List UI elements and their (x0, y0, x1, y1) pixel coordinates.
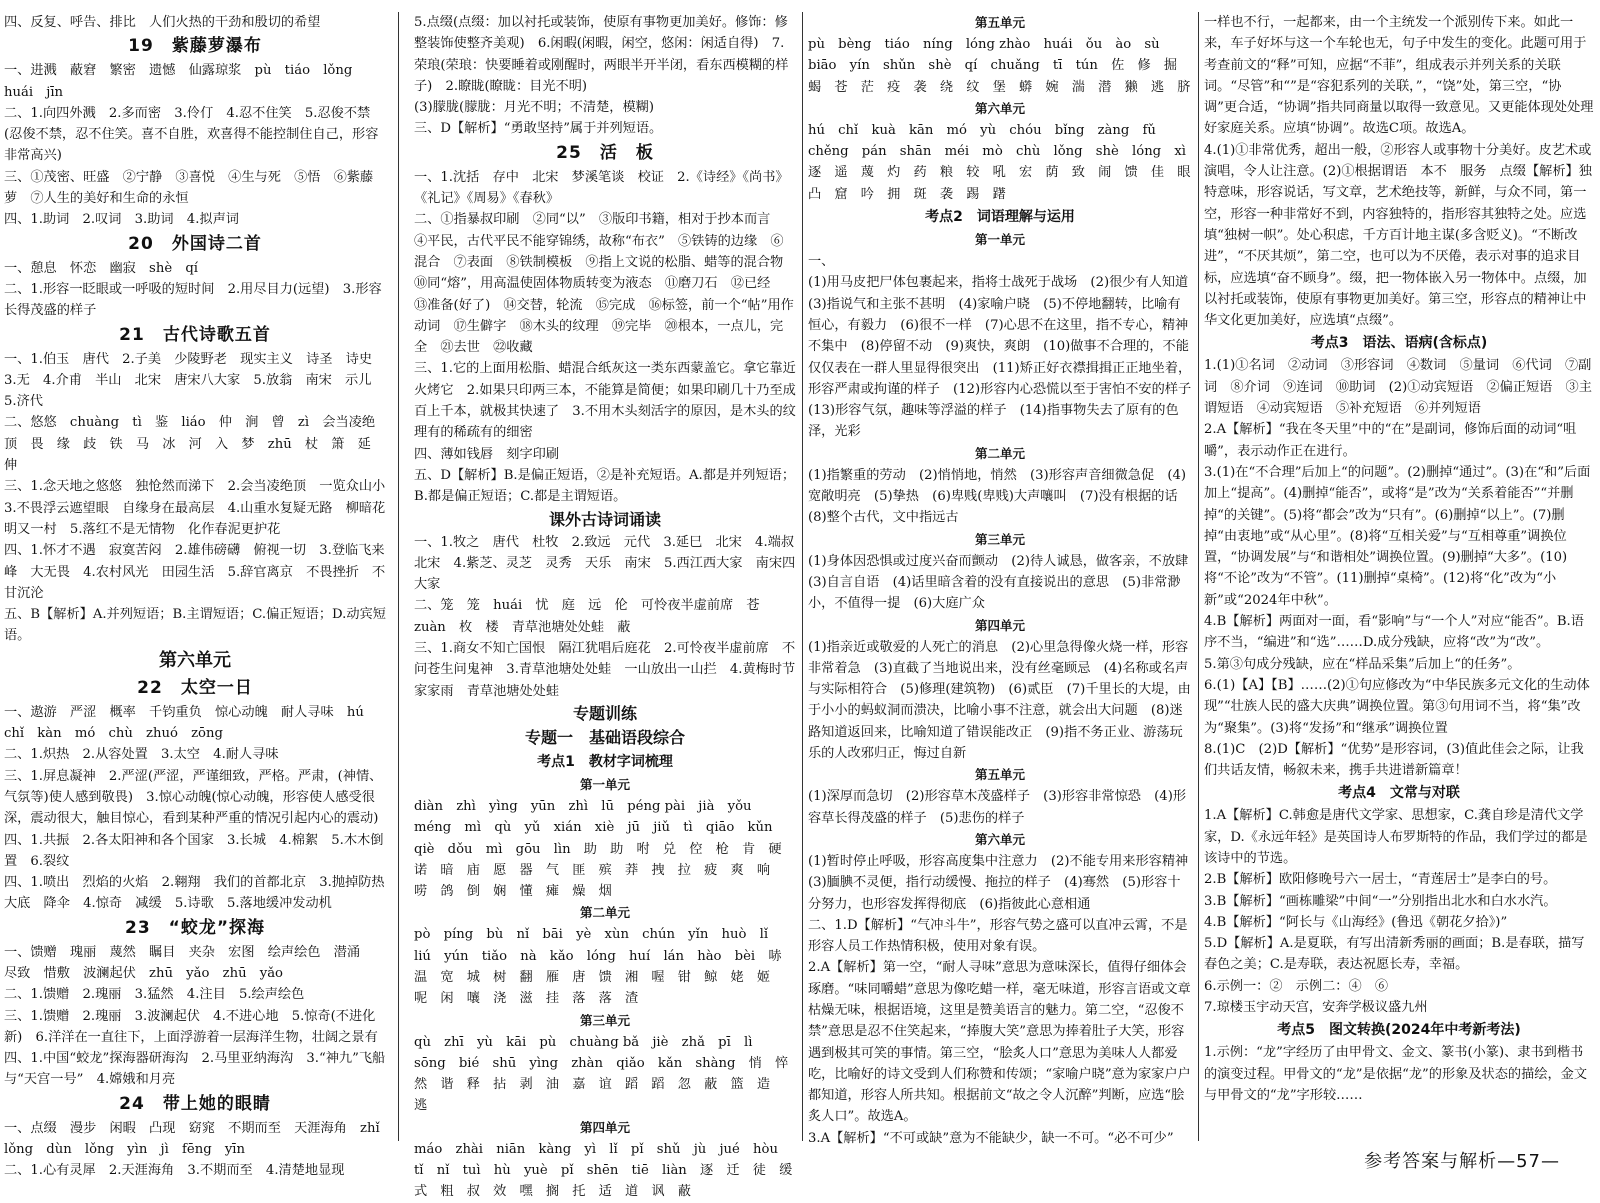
topic-heading: 考点5 图文转换(2024年中考新考法) (1277, 1022, 1521, 1039)
subunit-heading: 第三单元 (974, 531, 1025, 547)
topic-heading: 考点1 教材字词梳理 (537, 753, 673, 770)
answer-line: 7.琼楼玉宇动天宫，安奔学极议盛九州 (1204, 1000, 1428, 1016)
subunit-heading: 第二单元 (974, 445, 1025, 461)
answer-line: 一、1.牧之 唐代 杜牧 2.致远 元代 3.延巳 北宋 4.端叔 北宋 4.紫芝、灵芝 灵秀 天乐 南宋 5.西江西大家 南宋四大家 (414, 534, 808, 593)
answer-line: (1)暂时停止呼吸，形容高度集中注意力 (2)不能专用来形容精神 (3)腼腆不灵便，指行动缓慢、拖拉的样子 (4)骞然 (5)形容十分努力，也形容发挥得彻底 (6)指彼此心意相通 (808, 853, 1202, 912)
answer-column-1 (4, 12, 399, 1179)
subunit-heading: 第四单元 (579, 1119, 630, 1135)
topic-heading: 考点2 词语理解与运用 (925, 209, 1075, 226)
answer-line: 二、①指暴叔印刷 ②同“以” ③版印书籍，相对于抄本而言 ④平民，古代平民不能穿锦绣，故称“布衣” ⑤铁铸的边缘 ⑥混合 ⑦表面 ⑧铁制模板 ⑨指上文说的松脂、蜡等的混合物 ⑩同“熔”，用高温使固体物质转变为液态 ⑪磨刀石 ⑫已经 ⑬准备(好了) ⑭交替，轮流 ⑮完成 ⑯标签，前一个“帖”用作动词 ⑰生僻字 ⑱木头的纹理 ⑲完毕 ⑳根本，一点儿，完全 ㉑去世 ㉒收藏 (414, 212, 797, 356)
subunit-heading: 第五单元 (974, 767, 1025, 783)
unit-heading: 第六单元 (159, 649, 231, 671)
column-divider (802, 12, 803, 1141)
lesson-title: 22 太空一日 (137, 677, 253, 698)
subunit-heading: 第五单元 (974, 15, 1025, 30)
answer-line: 1.A【解析】C.韩愈是唐代文学家、思想家，C.龚自珍是清代文学家，D.《永远年轻》是英国诗人布罗斯特的作品，我们学过的都是该诗中的节选。 (1204, 808, 1588, 866)
answer-line: 2.A【解析】“我在冬天里”中的“在”是副词，修饰后面的动词“咀嚼”，表示动作正在进行。 (1204, 422, 1577, 459)
answer-line: 2.A【解析】第一空，“耐人寻味”意思为意味深长，值得仔细体会琢磨。“味同嚼蜡”意思为像吃蜡一样，毫无味道，形容言语或文章枯燥无味，根据语境，这里是赞美语言的魅力。第二空，“忍俊不禁”意思是忍不住笑起来，“捧腹大笑”意思为捧着肚子大笑，形容遇到极其可笑的事情。第三空，“脍炙人口”意思为美味人人都爱吃，比喻好的诗文受到人们称赞和传颂；“家喻户晓”意为家家户户都知道，形容人所共知。根据前文“故之令人沉醉”判断，应选“脍炙人口”。故选A。 (808, 960, 1191, 1125)
answer-line: 2.B【解析】欧阳修晚号六一居士，“青莲居士”是李白的号。 (1204, 872, 1557, 888)
answer-line: 三、1.它的上面用松脂、蜡混合纸灰这一类东西蒙盖它。拿它靠近火烤它 2.如果只印两三本，不能算是简便；如果印刷几十乃至成百上千本，就极其快速了 3.不用木头刻活字的原因，是木头的纹理有的稀疏有的细密 (414, 361, 796, 441)
answer-line: 8.(1)C (2)D【解析】“优势”是形容词，(3)值此佳会之际，让我们共话友情，畅叙未来，携手共进谱新篇章！ (1204, 741, 1584, 779)
answer-line: 3.(1)在“不合理”后加上“的问题”。(2)删掉“通过”。(3)在“和”后面加上“提高”。(4)删掉“能否”，或将“是”改为“关系着能否”“并删掉“的关键”。(5)将“都会”改为“只有”。(6)删掉“以上”。(7)删掉“由衷地”或“从心里”。(8)将“互相关爱”与“互相尊重”调换位置，“协调发展”与“和谐相处”调换位置。(9)删掉“大多”。(10)将“不论”改为“不管”。(11)删掉“桌椅”。(12)将“化”改为“小新”或“2024年中秋”。 (1204, 464, 1591, 608)
answer-column-4 (1204, 12, 1594, 1137)
answer-line: (1)用马皮把尸体包裹起来，指将士战死于战场 (2)很少有人知道 (3)指说气和主张不甚明 (4)家喻户晓 (5)不停地翻转，比喻有恒心，有毅力 (6)很不一样 (7)心思不在这里，指不专心，精神不集中 (8)停留不动 (9)爽快，爽朗 (10)做事不合理的，不能仅仅表在一群人里显得很突出 (11)矫正好衣襟揖揖正正地坐着，形容严肃或拘谨的样子 (12)形容内心恐慌以至于害怕不安的样子 (13)形容气氛，趣味等浮溢的样子 (14)指事物失去了原有的色泽，光彩 (808, 275, 1205, 440)
lesson-title: 19 紫藤萝瀑布 (128, 36, 262, 57)
answer-line: 三、①茂密、旺盛 ②宁静 ③喜悦 ④生与死 ⑤悟 ⑥紫藤萝 ⑦人生的美好和生命的永恒 (4, 169, 374, 207)
answer-line: hú chǐ kuà kān mó yù chóu bǐng zàng fǔ chěng pán shān méi mò chù lǒng shè lóng xì 逐 遥 蔑 灼 药 粮 较 吼 宏 荫 致 闹 馈 佳 眼 凸 窟 吟 拥 斑 袭 踢 躇 (808, 122, 1204, 202)
answer-line: 一、点缀 漫步 闲暇 凸现 窈窕 不期而至 天涯海角 zhǐ lǒng dùn lǒng yìn jì fēng yīn (4, 1120, 393, 1158)
answer-line: 一、进溅 蔽窘 繁密 遗憾 仙露琼浆 pù tiáo lǒng huái jīn (4, 63, 366, 100)
subunit-heading: 第三单元 (579, 1012, 630, 1028)
answer-line: 四、1.助词 2.叹词 3.助词 4.拟声词 (4, 212, 239, 228)
answer-line: diàn zhì yìng yūn zhì lū péng pài jià yǒu méng mì qù yǔ xián xiè jū jiǔ tì qiāo kǔn qiè dǒu mì gōu lìn 助 助 咐 兑 倥 枪 肯 硬 诺 暗 庙 愿 器 气 匪 殡 莽 拽 拉 疲 爽 响 唠 鸽 倒 娴 懂 瘫 燥 烟 (414, 798, 795, 900)
answer-line: 五、B【解析】A.并列短语；B.主谓短语；C.偏正短语；D.动宾短语。 (4, 607, 386, 644)
subunit-heading: 第二单元 (579, 905, 630, 921)
answer-line: 二、1.形容一眨眼或一呼吸的短时间 2.用尽目力(远望) 3.形容长得茂盛的样子 (4, 281, 382, 319)
answer-line: 一、憩息 怀恋 幽寂 shè qí (4, 260, 198, 276)
answer-line: 5.D【解析】A.是夏联，有写出清新秀丽的画面；B.是春联，描写春色之美；C.是寿联，表达祝愿长寿，幸福。 (1204, 936, 1585, 973)
answer-line: 三、1.商女不知亡国恨 隔江犹唱后庭花 2.可怜夜半虚前席 不问苍生问鬼神 3.青草池塘处处蛙 一山放出一山拦 4.黄梅时节家家雨 青草池塘处处蛙 (414, 641, 796, 699)
lesson-title: 24 带上她的眼睛 (119, 1093, 271, 1114)
answer-line: 四、1.共振 2.各太阳神和各个国家 3.长城 4.棉絮 5.木木倒置 6.裂纹 (4, 832, 384, 869)
topic-heading: 考点3 语法、语病(含标点) (1310, 335, 1488, 352)
answer-line: 1.(1)①名词 ②动词 ③形容词 ④数词 ⑤量词 ⑥代词 ⑦副词 ⑧介词 ⑨连词 ⑩助词 (2)①动宾短语 ②偏正短语 ③主谓短语 ④动宾短语 ⑤补充短语 ⑥并列短语 (1204, 358, 1592, 417)
answer-line: 四、薄如钱唇 刻字印刷 (414, 446, 560, 462)
answer-line: 一样也不行，一起都来，由一个主统发一个派别传下来。如此一来，车子好坏与这一个车轮也无，句子中发生的变化。此题可用于考查前文的“释”可知，应据“不菲”，组成表示并列关系的关联词。“尽管”和“”是“容犯系列的关联，”，“饶”处，第三空，“协调”更合适，“协调”指共同商量以取得一致意见。又更能体现处处理好家庭关系。应填“协调”。故选C项。故选A。 (1204, 15, 1594, 137)
answer-line: 二、笼 笼 huái 忧 庭 远 伦 可怜夜半虚前席 苍 zuàn 枚 楼 青草池塘处处蛙 蔽 (414, 598, 773, 635)
answer-line: (3)朦胧(朦胧：月光不明；不清楚，模糊) (414, 100, 654, 116)
subunit-heading: 第一单元 (579, 776, 630, 792)
answer-line: 1.示例：“龙”字经历了由甲骨文、金文、篆书(小篆)、隶书到楷书的演变过程。甲骨文的“龙”是依据“龙”的形象及状态的描绘，金文与甲骨文的“龙”字形较…… (1204, 1045, 1588, 1103)
section-heading: 课外古诗词诵读 (548, 509, 661, 529)
answer-line: 四、1.中国“蛟龙”探海器研海沟 2.马里亚纳海沟 3.“神九”飞船与“天宫一号” 4.嫦娥和月亮 (4, 1051, 386, 1088)
answer-line: 三、1.念天地之悠悠 独怆然而涕下 2.会当凌绝顶 一览众山小 3.不畏浮云遮望眼 自缘身在最高层 4.山重水复疑无路 柳暗花明又一村 5.落红不是无情物 化作春泥更护花 (4, 479, 399, 537)
answer-column-3 (808, 12, 1205, 1146)
answer-line: 5.点缀(点缀：加以衬托或装饰，使原有事物更加美好。修饰：修整装饰使整齐美观) 6.闲暇(闲暇，闲空，悠闲：闲适自得) 7.荣琅(荣琅：快要睡着或刚醒时，两眼半开半闭，看东西模糊的样子) 2.瞭眬(瞭眬：目光不明) (414, 15, 789, 94)
answer-line: 四、反复、呼告、排比 人们火热的干劲和殷切的希望 (4, 15, 321, 30)
answer-line: 一、1.伯玉 唐代 2.子美 少陵野老 现实主义 诗圣 诗史 3.无 4.介甫 半山 北宋 唐宋八大家 5.放翁 南宋 示儿 5.济代 (4, 351, 386, 410)
section-heading: 专题一 基础语段综合 (524, 727, 685, 747)
answer-line: 四、1.喷出 烈焰的火焰 2.翱翔 我们的首都北京 3.抛掉防热大底 降伞 4.惊奇 减缓 5.诗歌 5.落地缓冲发动机 (4, 875, 385, 912)
answer-line: pò píng bù nǐ bāi yè xùn chún yǐn huò lǐ liú yún tiǎo nà kǎo lóng huí lán hào bèi 哧 温 宽 城 树 翻 雁 唐 馈 湘 喔 钳 鲸 姥 姬 呢 闲 嚷 浇 滋 挂 落 落 渣 (414, 927, 795, 1007)
subunit-heading: 第六单元 (974, 831, 1025, 847)
answer-line: máo zhài niān kàng yì lǐ pǐ shǔ jù jué hòu tǐ nǐ tuì hù yuè pǐ shēn tiē liàn 逐 迁 徒 缓 式 粗 叔 效 嘿 搁 托 适 道 讽 蔽 (414, 1141, 806, 1200)
lesson-title: 25 活 板 (556, 142, 654, 163)
answer-line: 6.(1)【A】【B】……(2)①句应修改为“中华民族多元文化的生动体现”“壮族人民的盛大庆典”调换位置。第③句用词不当，将“集”改为“聚集”。(3)将“发扬”和“继承”调换位置 (1204, 677, 1590, 736)
answer-line: 一、遨游 严涩 概率 千钧重负 惊心动魄 耐人寻味 hú chǐ kàn mó chù zhuó zōng (4, 704, 378, 742)
answer-line: (1)指亲近或敬爱的人死亡的消息 (2)心里急得像火烧一样，形容非常着急 (3)直截了当地说出来，没有丝毫顾忌 (4)名称或名声与实际相符合 (5)修理(建筑物) (6)贰臣 (7)千里长的大堤，由于小小的蚂蚁洞而溃决，比喻小事不注意，就会出大问题 (8)迷路知道返回来，比喻知道了错误能改正 (9)指不务正业、游荡玩乐的人改邪归正，悔过自新 (808, 639, 1191, 762)
answer-line: qù zhī yù kāi pù chuàng bǎ jiè zhǎ pī lì sōng bié shū yìng zhàn qiǎo kǎn shàng 悄 悴 然 谐 释 拈 剥 油 嘉 谊 蹈 蹈 忽 蔽 篮 造 逃 (414, 1034, 802, 1114)
answer-line: 二、1.心有灵犀 2.天涯海角 3.不期而至 4.清楚地显现 (4, 1163, 345, 1179)
section-heading: 专题训练 (572, 703, 637, 723)
answer-line: 四、1.怀才不遇 寂寞苦闷 2.雄伟磅礴 俯视一切 3.登临飞来峰 大无畏 4.农村风光 田园生活 5.辞官离京 不畏挫折 不甘沉沦 (4, 543, 386, 601)
answer-line: 5.第③句成分残缺，应在“样品采集”后加上“的任务”。 (1204, 656, 1521, 672)
topic-heading: 考点4 文常与对联 (1338, 785, 1460, 802)
subunit-heading: 第六单元 (974, 100, 1025, 116)
lesson-title: 21 古代诗歌五首 (119, 324, 271, 345)
lesson-title: 23 “蛟龙”探海 (124, 917, 265, 938)
answer-line: 二、悠悠 chuàng tì 鉴 liáo 仲 涧 曾 zì 会当凌绝顶 畏 缘 歧 铁 马 冰 河 入 梦 zhū 杖 箫 延 伸 (4, 415, 384, 474)
answer-line: 3.A【解析】“不可或缺”意为不能缺少，缺一不可。“必不可少” (808, 1130, 1174, 1146)
answer-line: (1)身体因恐惧或过度兴奋而颤动 (2)待人诚恳，做客亲，不放肆 (3)自言自语 (4)话里暗含着的没有直接说出的意思 (5)非常渺小，不值得一提 (6)大庭广众 (808, 553, 1202, 612)
answer-line: 三、1.屏息凝神 2.严涩(严涩，严谨细致，严格。严肃，(神情、气氛等)使人感到敬畏) 3.惊心动魄(惊心动魄，形容使人感受很深，震动很大，触目惊心，看到某种严重的情况引起内心的震动) (4, 768, 383, 827)
answer-line: pù bèng tiáo níng lóng zhào huái ǒu ào sù biāo yín shǔn shè qí chuǎng tī tún 佐 修 掘 蝎 苍 茫 疫 袭 绕 纹 堡 蟒 婉 湍 潜 獭 逃 脐 (808, 37, 1191, 95)
answer-column-2 (414, 12, 808, 1200)
answer-line: 二、1.D【解析】“气冲斗牛”，形容气势之盛可以直冲云霄，不是形容人员工作热情积极，使用对象有误。 (808, 917, 1188, 955)
answer-line: (1)指繁重的劳动 (2)悄悄地，悄然 (3)形容声音细微急促 (4)宽敞明亮 (5)挚热 (6)卑贱(卑贱)大声嚷叫 (7)没有根据的话 (8)整个古代，文中指远古 (808, 467, 1191, 526)
answer-line: 三、D【解析】“勇敢坚持”属于并列短语。 (414, 121, 663, 137)
column-divider (398, 12, 399, 1141)
answer-line: 二、1.炽热 2.从容处置 3.太空 4.耐人寻味 (4, 747, 279, 763)
page-footer: 参考答案与解析—57— (1364, 1151, 1560, 1172)
answer-line: 一、馈赠 瑰丽 蔑然 瞩目 夹杂 宏图 绘声绘色 潜涌 尽致 惜敷 波澜起伏 zhū yǎo zhū yǎo (4, 944, 374, 981)
answer-line: 6.示例一：② 示例二：④ ⑥ (1204, 978, 1389, 994)
answer-line: 二、1.向四外溅 2.多而密 3.伶仃 4.忍不住笑 5.忍俊不禁(忍俊不禁，忍不住笑。喜不自胜，欢喜得不能控制住自己，形容非常高兴) (4, 105, 379, 164)
answer-line: 一、1.沈括 存中 北宋 梦溪笔谈 校证 2.《诗经》《尚书》《礼记》《周易》《春秋》 (414, 169, 789, 207)
answer-line: 4.(1)①非常优秀，超出一般，②形容人或事物十分美好。皮艺术或演唱，令人让注意。(2)①根据谓语 本不 服务 点缀【解析】独特意味，形容说话，写文章，艺术绝技等，新鲜，与众不同，第一空，形容一种非常好不到，内容独特的，指形容其独特之处。应选填“独树一帜”。处心积虑，千方百计地主谋(多含贬义)。“不断改进”，“不厌其烦”，第二空，也可以为不厌倦，表示对事的追求目标，应选填“奋不顾身”。缀，把一物体嵌入另一物体中。点缀，加以衬托或装饰，使原有事物更加美好。第三空，形容点的精神让中华文化更加美好，应选填“点缀”。 (1204, 142, 1592, 329)
subunit-heading: 第四单元 (974, 617, 1025, 633)
answer-line: 一、 (808, 254, 835, 270)
answer-line: 五、D【解析】B.是偏正短语，②是补充短语。A.都是并列短语；B.都是偏正短语；C.都是主谓短语。 (414, 467, 796, 505)
answer-line: 二、1.馈赠 2.瑰丽 3.猛然 4.注目 5.绘声绘色 (4, 987, 305, 1003)
answer-line: (1)深厚而急切 (2)形容草木茂盛样子 (3)形容非常惊恐 (4)形容草长得茂盛的样子 (5)悲伤的样子 (808, 789, 1187, 826)
subunit-heading: 第一单元 (974, 232, 1025, 248)
lesson-title: 20 外国诗二首 (128, 233, 262, 254)
column-divider (1198, 12, 1199, 1141)
answer-line: 4.B【解析】两面对一面，看“影响”与“一个人”对应“能否”。B.语序不当，“编进”和“选”……D.成分残缺，应将“改”为“改”。 (1204, 614, 1584, 651)
answer-line: 3.B【解析】“画栋雕梁”中间“一”分别指出北水和白水水汽。 (1204, 893, 1557, 909)
answer-line: 三、1.馈赠 2.瑰丽 3.波澜起伏 4.不进心地 5.惊奇(不进化新) 6.洋洋在一直往下，上面浮游着一层海洋生物，壮阔之景有 (4, 1008, 378, 1045)
answer-line: 4.B【解析】“阿长与《山海经》(鲁迅《朝花夕拾》)” (1204, 914, 1508, 930)
